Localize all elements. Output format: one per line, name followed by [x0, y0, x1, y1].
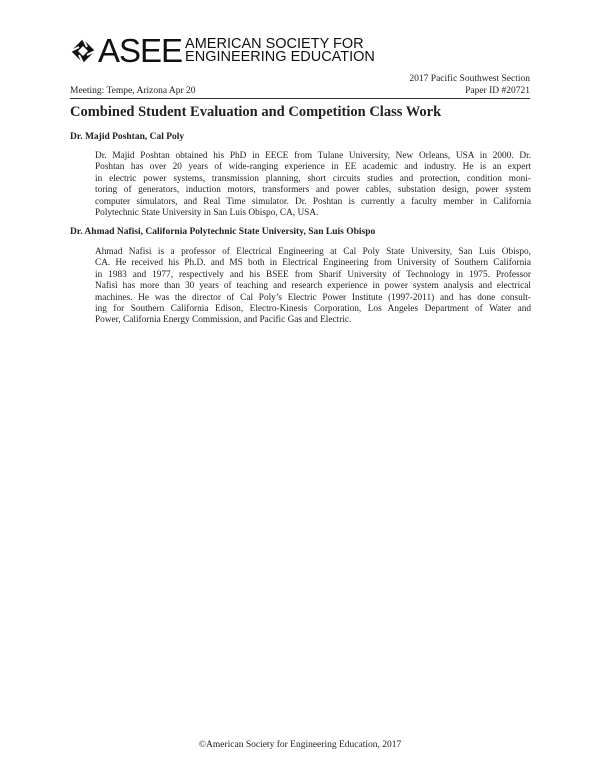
- paper-id: Paper ID #20721: [465, 86, 530, 96]
- bio-line: machines. He was the director of Cal Poly’s Electric Power Institute (1997-2011) and has done consult-: [95, 292, 531, 303]
- bio-line: Nafisi has more than 30 years of teaching and research experience in power system analysis and electrical: [95, 281, 531, 292]
- meeting-label: Meeting: Tempe, Arizona Apr 20: [70, 86, 196, 96]
- bio-line: CA. He received his Ph.D. and MS both in Electrical Engineering from University of Southern California: [95, 258, 531, 269]
- section-label: 2017 Pacific Southwest Section: [409, 74, 530, 84]
- paper-title: Combined Student Evaluation and Competition Class Work: [70, 104, 442, 120]
- bio-line: ing for Southern California Edison, Electro-Kinesis Corporation, Los Angeles Department of Water and: [95, 304, 531, 315]
- logo-wordmark: ASEE: [98, 32, 183, 69]
- asee-emblem-icon: [70, 38, 96, 64]
- bio-line: computer simulators, and Real Time simulator. Dr. Poshtan is currently a faculty member in California: [95, 196, 531, 207]
- copyright-footer: ©American Society for Engineering Education, 2017: [198, 740, 402, 750]
- author-bio: [95, 151, 531, 219]
- author-name: Dr. Majid Poshtan, Cal Poly: [70, 132, 185, 142]
- bio-line: Power, California Energy Commission, and Pacific Gas and Electric.: [95, 315, 352, 326]
- bio-line: Polytechnic State University in San Luis Obispo, CA, USA.: [95, 208, 319, 219]
- author-name: Dr. Ahmad Nafisi, California Polytechnic State University, San Luis Obispo: [70, 227, 376, 237]
- bio-line: toring of generators, induction motors, transformers and power cables, substation design, power system: [95, 185, 531, 196]
- bio-line: Dr. Majid Poshtan obtained his PhD in EECE from Tulane University, New Orleans, USA in 2000. Dr.: [95, 151, 531, 161]
- logo-line-1: AMERICAN SOCIETY FOR: [185, 36, 364, 52]
- author-bio: [95, 247, 531, 327]
- bio-line: Poshtan has over 20 years of wide-ranging experience in EE academic and industry. He is an expert: [95, 162, 531, 173]
- logo-line-2: ENGINEERING EDUCATION: [185, 49, 375, 65]
- asee-logo: [70, 32, 375, 69]
- bio-line: Ahmad Nafisi is a professor of Electrical Engineering at Cal Poly State University, San Luis Obispo,: [95, 247, 531, 257]
- header-divider: [70, 98, 530, 99]
- bio-line: in 1983 and 1977, respectively and his BSEE from Sharif University of Technology in 1975. Professor: [95, 269, 531, 280]
- bio-line: in electric power systems, transmission planning, short circuits studies and protection, condition moni-: [95, 173, 531, 184]
- logo-org-name: [185, 38, 375, 64]
